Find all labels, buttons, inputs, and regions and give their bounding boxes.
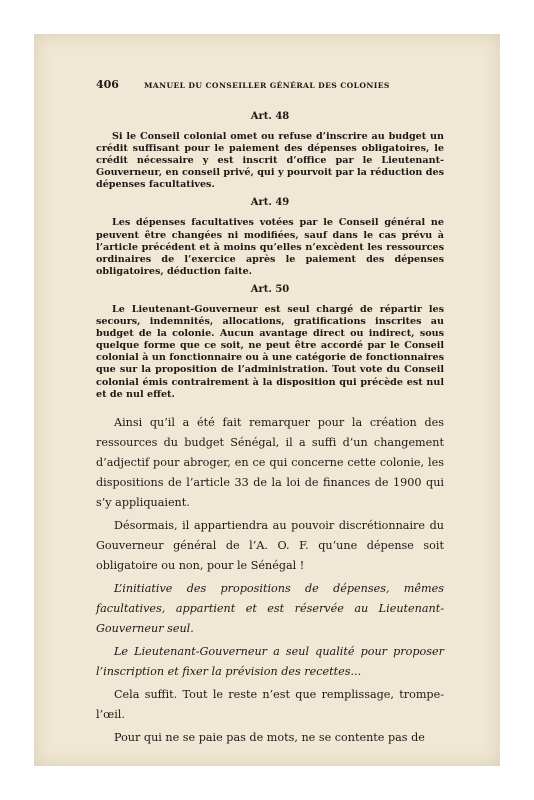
quoted-paragraph: Le Lieutenant-Gouverneur a seul qualité pour proposer l’inscription et fixer la prévision des recettes... [96,644,444,678]
page-header [96,78,444,92]
body-paragraph: Ainsi qu’il a été fait remarquer pour la création des ressources du budget Sénégal, il a suffi d’un changement d’adjectif pour abroger, en ce qui concerne cette colonie, les dispositions de l’article 33 de la loi de finances de 1900 qui s’y appliquaient. [96,415,444,509]
page-content [96,78,444,751]
article-title-50: Art. 50 [250,283,290,295]
body-paragraph: Désormais, il appartiendra au pouvoir discrétionnaire du Gouverneur général de l’A. O. F. qu’une dépense soit obligatoire ou non, pour le Sénégal ! [96,518,444,572]
body-paragraph: Pour qui ne se paie pas de mots, ne se contente pas de [114,730,425,744]
article-text-50: Le Lieutenant-Gouverneur est seul chargé de répartir les secours, indemnités, allocations, gratifications inscrites au budget de la colonie. Aucun avantage direct ou indirect, sous quelque forme que ce soit, ne peut être accordé par le Conseil colonial à un fonctionnaire ou à une catégorie de fonctionnaires que sur la proposition de l’administration. Tout vote du Conseil colonial émis contrairement à la disposition qui précède est nul et de nul effet. [96,303,444,400]
book-page [34,34,500,766]
quoted-paragraph: L’initiative des propositions de dépenses, mêmes facultatives, appartient et est réservée au Lieutenant-Gouverneur seul. [96,581,444,635]
body-paragraph: Cela suffit. Tout le reste n’est que remplissage, trompe-l’œil. [96,687,444,721]
article-title-48: Art. 48 [250,111,290,122]
article-text-48: Si le Conseil colonial omet ou refuse d’inscrire au budget un crédit suffisant pour le paiement des dépenses obligatoires, le crédit nécessaire y est inscrit d’office par le Lieutenant-Gouverneur, en conseil privé, qui y pourvoit par la réduction des dépenses facultatives. [96,131,444,191]
running-title: MANUEL DU CONSEILLER GÉNÉRAL DES COLONIES [144,81,390,90]
article-title-49: Art. 49 [250,197,290,209]
article-text-49: Les dépenses facultatives votées par le Conseil général ne peuvent être changées ni modifiées, sauf dans le cas prévu à l’article précédent et à moins qu’elles n’excèdent les ressources ordinaires de l’exercice après le paiement des dépenses obligatoires, déduction faite. [96,217,444,277]
page-number: 406 [96,78,119,91]
